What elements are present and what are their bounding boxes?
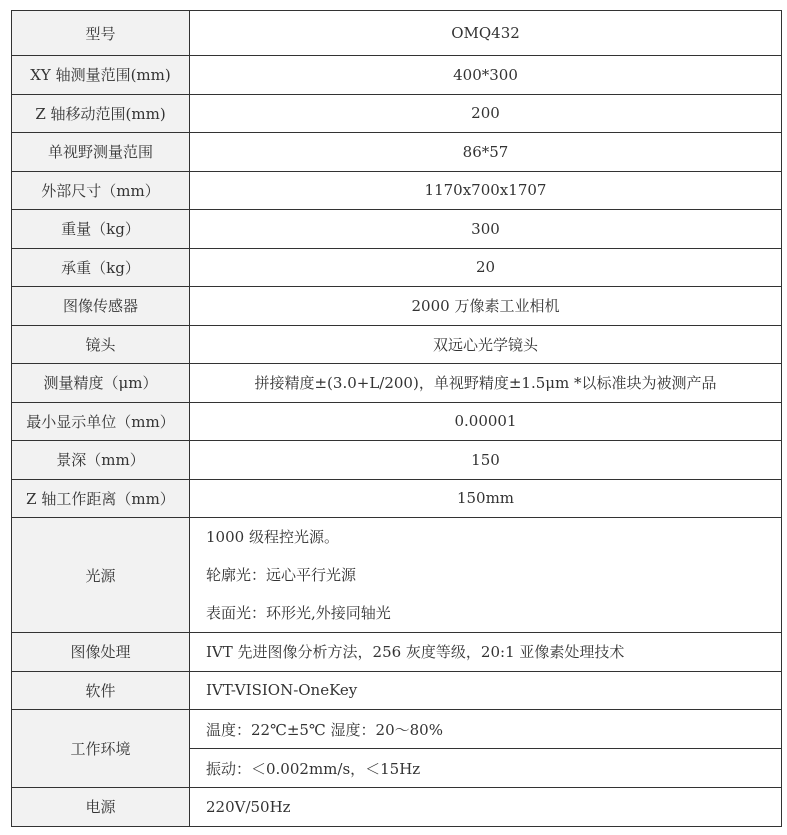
weight-label: 重量（kg）	[12, 210, 190, 249]
working-distance-label: Z 轴工作距离（mm）	[12, 479, 190, 518]
environment-temperature: 温度：22℃±5℃ 湿度：20～80%	[190, 710, 782, 749]
row-dimensions	[12, 171, 782, 210]
model-value: OMQ432	[190, 11, 782, 56]
row-depth	[12, 441, 782, 480]
xy-range-label: XY 轴测量范围(mm)	[12, 56, 190, 95]
power-value: 220V/50Hz	[190, 788, 782, 827]
row-xy-range	[12, 56, 782, 95]
software-value: IVT-VISION-OneKey	[190, 671, 782, 710]
z-range-value: 200	[190, 94, 782, 133]
weight-value: 300	[190, 210, 782, 249]
lens-value: 双远心光学镜头	[190, 325, 782, 364]
accuracy-label: 测量精度（μm）	[12, 364, 190, 403]
software-label: 软件	[12, 671, 190, 710]
resolution-label: 最小显示单位（mm）	[12, 402, 190, 441]
light-source-line: 轮廓光：远心平行光源	[206, 566, 357, 584]
load-label: 承重（kg）	[12, 248, 190, 287]
light-source-value	[190, 518, 782, 633]
image-processing-label: 图像处理	[12, 633, 190, 672]
dimensions-value: 1170x700x1707	[190, 171, 782, 210]
working-distance-value: 150mm	[190, 479, 782, 518]
fov-range-value: 86*57	[190, 133, 782, 172]
row-working-distance	[12, 479, 782, 518]
light-source-label: 光源	[12, 518, 190, 633]
row-light-source	[12, 518, 782, 633]
sensor-label: 图像传感器	[12, 287, 190, 326]
power-label: 电源	[12, 788, 190, 827]
light-source-line: 1000 级程控光源。	[206, 528, 339, 546]
fov-range-label: 单视野测量范围	[12, 133, 190, 172]
environment-label: 工作环境	[12, 710, 190, 788]
row-fov-range	[12, 133, 782, 172]
load-value: 20	[190, 248, 782, 287]
lens-label: 镜头	[12, 325, 190, 364]
depth-value: 150	[190, 441, 782, 480]
row-accuracy	[12, 364, 782, 403]
row-load	[12, 248, 782, 287]
row-resolution	[12, 402, 782, 441]
row-image-processing	[12, 633, 782, 672]
environment-vibration: 振动：＜0.002mm/s，＜15Hz	[190, 749, 782, 788]
resolution-value: 0.00001	[190, 402, 782, 441]
depth-label: 景深（mm）	[12, 441, 190, 480]
image-processing-value: IVT 先进图像分析方法，256 灰度等级，20:1 亚像素处理技术	[190, 633, 782, 672]
accuracy-value: 拼接精度±(3.0+L/200)，单视野精度±1.5μm *以标准块为被测产品	[190, 364, 782, 403]
row-lens	[12, 325, 782, 364]
row-model	[12, 11, 782, 56]
z-range-label: Z 轴移动范围(mm)	[12, 94, 190, 133]
model-label: 型号	[12, 11, 190, 56]
sensor-value: 2000 万像素工业相机	[190, 287, 782, 326]
spec-table	[11, 10, 782, 827]
dimensions-label: 外部尺寸（mm）	[12, 171, 190, 210]
light-source-line: 表面光：环形光,外接同轴光	[206, 604, 391, 622]
row-weight	[12, 210, 782, 249]
row-z-range	[12, 94, 782, 133]
row-sensor	[12, 287, 782, 326]
row-power	[12, 788, 782, 827]
xy-range-value: 400*300	[190, 56, 782, 95]
row-software	[12, 671, 782, 710]
row-environment	[12, 710, 782, 749]
